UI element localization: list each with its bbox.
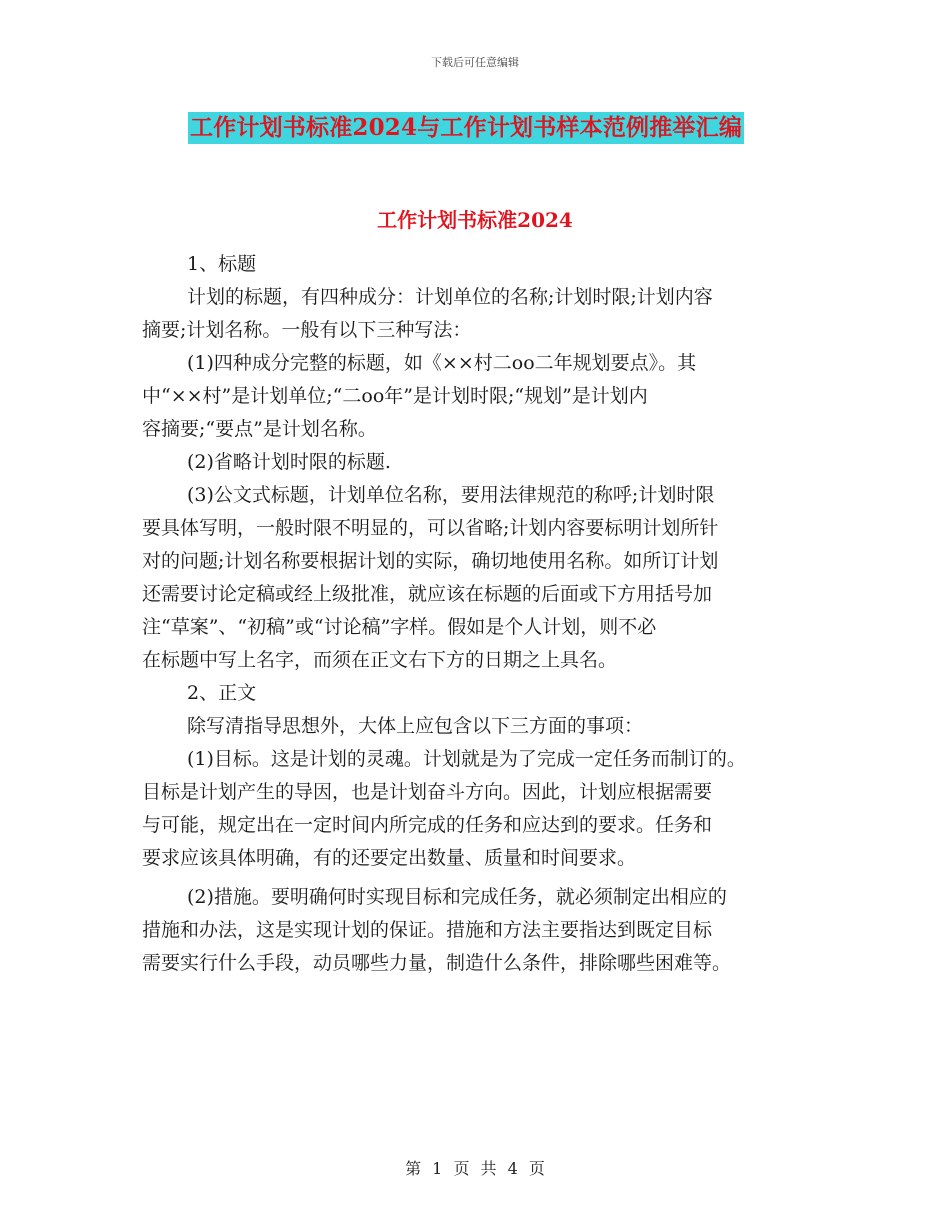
heading-line: 2、正文 <box>187 682 257 704</box>
section-title: 工作计划书标准2024 <box>377 208 573 232</box>
text-line: 对的问题;计划名称要根据计划的实际，确切地使用名称。如所订计划 <box>142 550 719 572</box>
heading-line: 1、标题 <box>187 253 257 275</box>
text-line: 注“草案”、“初稿”或“讨论稿”字样。假如是个人计划，则不必 <box>142 616 657 638</box>
text-line: 需要实行什么手段，动员哪些力量，制造什么条件，排除哪些困难等。 <box>142 952 732 974</box>
text-line: 除写清指导思想外，大体上应包含以下三方面的事项： <box>187 715 644 737</box>
document-title: 工作计划书标准2024与工作计划书样本范例推举汇编 <box>188 112 744 144</box>
text-line: 目标是计划产生的导因，也是计划奋斗方向。因此，计划应根据需要 <box>142 781 713 803</box>
text-line: 要求应该具体明确，有的还要定出数量、质量和时间要求。 <box>142 847 637 869</box>
text-line: 措施和办法，这是实现计划的保证。措施和方法主要指达到既定目标 <box>142 919 713 941</box>
text-line: 要具体写明，一般时限不明显的，可以省略;计划内容要标明计划所针 <box>142 517 719 539</box>
page-header-note: 下载后可任意编辑 <box>431 56 519 69</box>
text-line: (2)省略计划时限的标题. <box>187 451 391 473</box>
text-line: 中“××村”是计划单位;“二oo年”是计划时限;“规划”是计划内 <box>142 385 648 407</box>
text-line: (3)公文式标题，计划单位名称，要用法律规范的称呼;计划时限 <box>187 484 715 506</box>
text-line: 与可能，规定出在一定时间内所完成的任务和应达到的要求。任务和 <box>142 814 713 836</box>
text-line: (1)四种成分完整的标题，如《××村二oo二年规划要点》。其 <box>187 352 697 374</box>
text-line: 摘要;计划名称。一般有以下三种写法： <box>142 319 472 341</box>
text-line: (2)措施。要明确何时实现目标和完成任务，就必须制定出相应的 <box>187 886 727 908</box>
text-line: 计划的标题，有四种成分：计划单位的名称;计划时限;计划内容 <box>187 286 713 308</box>
text-line: 在标题中写上名字，而须在正文右下方的日期之上具名。 <box>142 649 618 671</box>
text-line: 容摘要;“要点”是计划名称。 <box>142 418 377 440</box>
text-line: (1)目标。这是计划的灵魂。计划就是为了完成一定任务而制订的。 <box>187 748 746 770</box>
body-text <box>142 248 822 980</box>
page-footer: 第 1 页 共 4 页 <box>405 1159 545 1178</box>
text-line: 还需要讨论定稿或经上级批准，就应该在标题的后面或下方用括号加 <box>142 583 713 605</box>
